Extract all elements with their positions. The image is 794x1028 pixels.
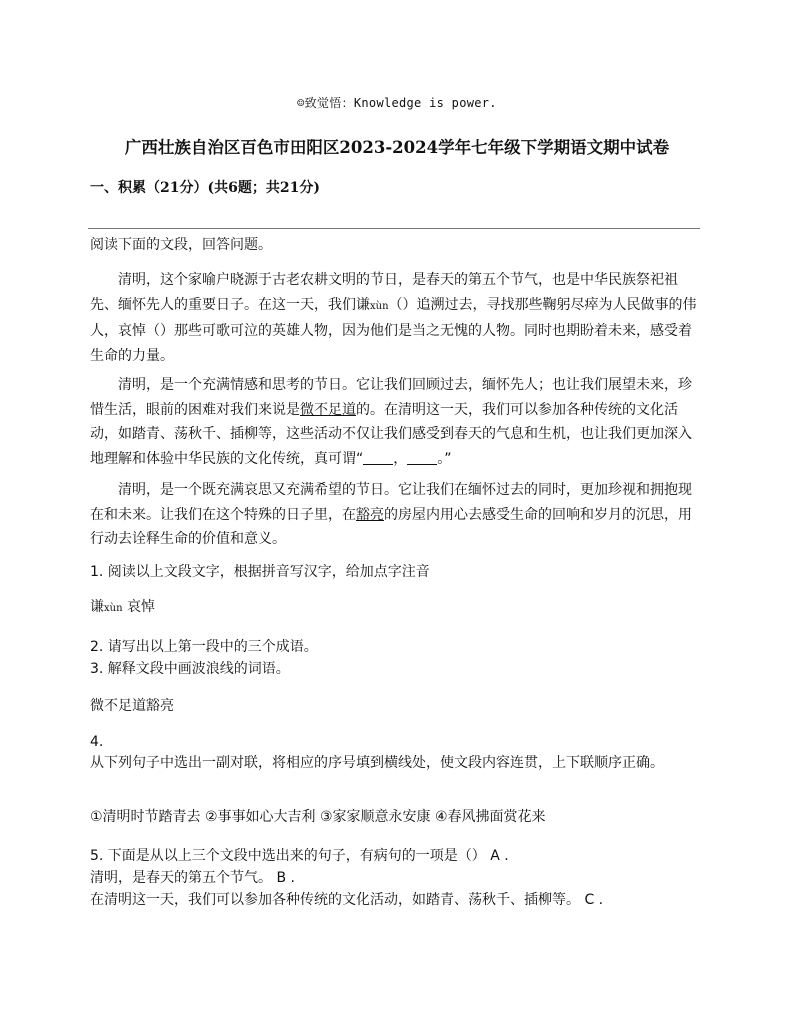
question-5: 5. 下面是从以上三个文段中选出来的句子，有病句的一项是（） A . xyxy=(90,848,509,864)
passage-paragraph-3 xyxy=(90,478,702,552)
passage-paragraph-1 xyxy=(90,268,702,368)
motto-line: ☺致觉悟：Knowledge is power. xyxy=(297,96,497,110)
paragraph-text: 清明，是一个充满情感和思考的节日。它让我们回顾过去，缅怀先人；也让我们展望未来，珍惜生活，眼前的困难对我们来说是 xyxy=(90,377,692,418)
pinyin-text: xùn xyxy=(370,300,389,312)
paragraph-text: 清明，这个家喻户晓源于古老农耕文明的节日，是春天的第五个节气，也是中华民族祭祀祖先、缅怀先人的重要日子。在这一天，我们谦 xyxy=(90,272,678,313)
punctuation: 。” xyxy=(437,450,452,467)
divider xyxy=(88,228,700,229)
section-heading: 一、积累（21分）(共6题；共21分) xyxy=(90,180,320,196)
passage-paragraph-2 xyxy=(90,373,702,471)
question-4-number: 4. xyxy=(90,734,104,750)
question-5-option-b: 在清明这一天，我们可以参加各种传统的文化活动，如踏青、荡秋千、插柳等。 C . xyxy=(90,892,604,908)
wavy-underlined-word: 微不足道 xyxy=(300,401,356,418)
underlined-word: 豁亮 xyxy=(356,506,384,523)
page-title: 广西壮族自治区百色市田阳区2023-2024学年七年级下学期语文期中试卷 xyxy=(124,138,670,157)
punctuation: ， xyxy=(393,450,408,467)
pinyin-text: xùn xyxy=(104,603,123,614)
paragraph-text: 清明，是一个既充满哀思又充满希望的节日。它让我们在缅怀过去的同时，更加珍视和拥抱现在和未来。让我们在这个特殊的日子里，在 xyxy=(90,482,692,523)
dotted-word: 哀悼 xyxy=(118,323,146,339)
question-4: 从下列句子中选出一副对联，将相应的序号填到横线处，使文段内容连贯，上下联顺序正确。 xyxy=(90,755,664,771)
question-4-options: ①清明时节踏青去 ②事事如心大吉利 ③家家顺意永安康 ④春风拂面赏花来 xyxy=(90,809,546,825)
question-2: 2. 请写出以上第一段中的三个成语。 xyxy=(90,639,318,655)
answer-blank-2[interactable] xyxy=(407,450,437,465)
question-1: 1. 阅读以上文段文字，根据拼音写汉字，给加点字注音 xyxy=(90,564,430,580)
question-3: 3. 解释文段中画波浪线的词语。 xyxy=(90,661,290,677)
paragraph-text: 的。在清明这一天，我们可以参加各种传统的文化活动，如踏青、荡秋千、插柳等，这些活动不仅让我们感受到春天的气息和生机，也让我们更加深入地理解和体验中华民族的文化传统，真可谓“ xyxy=(90,401,692,467)
question-5-option-a: 清明，是春天的第五个节气。 B . xyxy=(90,870,295,886)
paragraph-text: （）追溯过去，寻找那些鞠躬尽瘁为人民做事的伟人， xyxy=(90,296,697,339)
passage-intro: 阅读下面的文段，回答问题。 xyxy=(90,237,272,253)
paragraph-text: 的房屋内用心去感受生命的回响和岁月的沉思，用行动去诠释生命的价值和意义。 xyxy=(90,506,692,547)
answer-blank-1[interactable] xyxy=(363,450,393,465)
paragraph-text: （）那些可歌可泣的英雄人物，因为他们是当之无愧的人物。同时也期盼着未来，感受着生命的力量。 xyxy=(90,323,692,364)
question-1-items xyxy=(90,595,702,622)
item-text: 哀悼 xyxy=(126,599,155,615)
question-3-items: 微不足道豁亮 xyxy=(90,698,174,714)
item-text: 谦 xyxy=(90,599,104,615)
